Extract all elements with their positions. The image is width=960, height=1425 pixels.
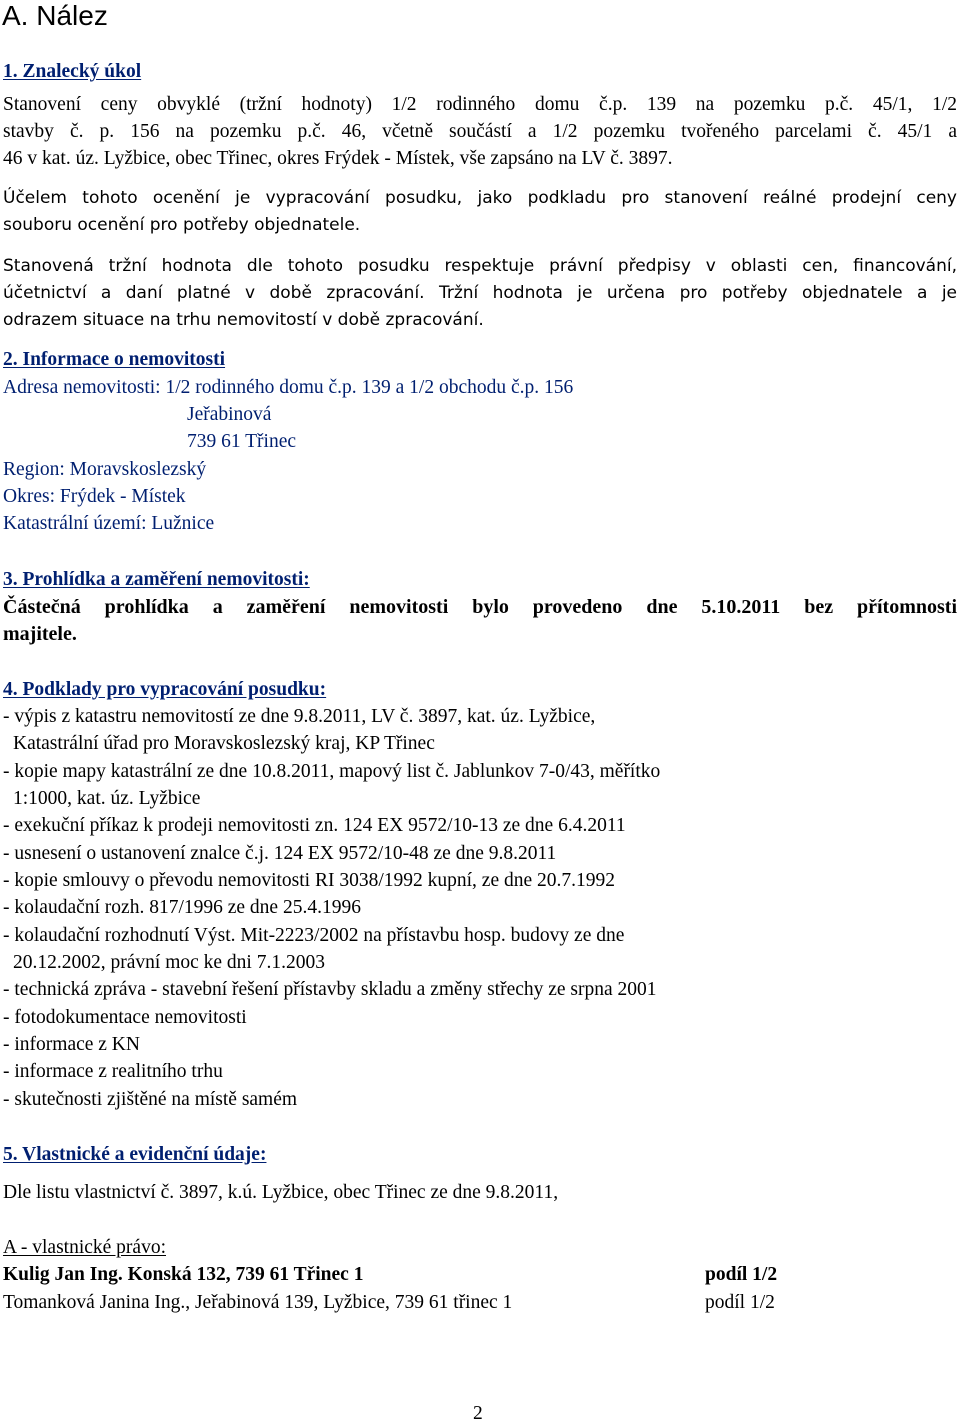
page-heading: A. Nález — [2, 0, 108, 31]
s1-paragraph-3-line-1: Stanovená tržní hodnota dle tohoto posudku respektuje právní předpisy v oblasti cen, financování, — [3, 256, 957, 276]
ownership-source: Dle listu vlastnictví č. 3897, k.ú. Lyžbice, obec Třinec ze dne 9.8.2011, — [3, 1182, 559, 1203]
section-2-title: 2. Informace o nemovitosti — [3, 349, 226, 370]
owner-2-share: podíl 1/2 — [705, 1292, 775, 1313]
doc-list-item: - kopie mapy katastrální ze dne 10.8.2011, mapový list č. Jablunkov 7-0/43, měřítko — [3, 761, 661, 782]
s1-paragraph-3-line-3: odrazem situace na trhu nemovitostí v době zpracování. — [3, 310, 484, 330]
doc-list-item: - informace z KN — [3, 1034, 140, 1055]
region: Region: Moravskoslezský — [3, 459, 207, 480]
ownership-rights-label: A - vlastnické právo: — [3, 1237, 166, 1258]
address-line: Adresa nemovitosti: 1/2 rodinného domu č.p. 139 a 1/2 obchodu č.p. 156 — [3, 377, 574, 398]
address-city: 739 61 Třinec — [187, 431, 297, 452]
s1-paragraph-1-line-1: Stanovení ceny obvyklé (tržní hodnoty) 1/2 rodinného domu č.p. 139 na pozemku p.č. 45/1, 1/2 — [3, 94, 957, 115]
cadastral-area: Katastrální území: Lužnice — [3, 513, 215, 534]
owner-1-share: podíl 1/2 — [705, 1264, 778, 1285]
inspection-line-2: majitele. — [3, 623, 77, 645]
owner-2-name: Tomanková Janina Ing., Jeřabinová 139, Lyžbice, 739 61 třinec 1 — [3, 1292, 513, 1313]
doc-list-item: 1:1000, kat. úz. Lyžbice — [13, 788, 201, 809]
doc-list-item: - usnesení o ustanovení znalce č.j. 124 EX 9572/10-48 ze dne 9.8.2011 — [3, 843, 557, 864]
s1-paragraph-1-line-2: stavby č. p. 156 na pozemku p.č. 46, včetně součástí a 1/2 pozemku tvořeného parcelami č. 45/1 a — [3, 121, 957, 142]
doc-list-item: - skutečnosti zjištěné na místě samém — [3, 1089, 298, 1110]
section-1-title: 1. Znalecký úkol — [3, 61, 142, 82]
s1-paragraph-1-line-3: 46 v kat. úz. Lyžbice, obec Třinec, okres Frýdek - Místek, vše zapsáno na LV č. 3897. — [3, 148, 673, 169]
s1-paragraph-2-line-1: Účelem tohoto ocenění je vypracování posudku, jako podkladu pro stanovení reálné prodejní ceny — [3, 188, 957, 208]
doc-list-item: - kopie smlouvy o převodu nemovitosti RI 3038/1992 kupní, ze dne 20.7.1992 — [3, 870, 616, 891]
section-5-title: 5. Vlastnické a evidenční údaje: — [3, 1144, 267, 1165]
doc-list-item: - exekuční příkaz k prodeji nemovitosti zn. 124 EX 9572/10-13 ze dne 6.4.2011 — [3, 815, 626, 836]
doc-list-item: - kolaudační rozh. 817/1996 ze dne 25.4.1996 — [3, 897, 361, 918]
doc-list-item: 20.12.2002, právní moc ke dni 7.1.2003 — [13, 952, 325, 973]
s1-paragraph-2-line-2: souboru ocenění pro potřeby objednatele. — [3, 215, 361, 235]
s1-paragraph-3-line-2: účetnictví a daní platné v době zpracování. Tržní hodnota je určena pro potřeby objednatele a je — [3, 283, 957, 303]
doc-list-item: - technická zpráva - stavební řešení přístavby skladu a změny střechy ze srpna 2001 — [3, 979, 657, 1000]
doc-list-item: - kolaudační rozhodnutí Výst. Mit-2223/2002 na přístavbu hosp. budovy ze dne — [3, 925, 625, 946]
doc-list-item: - fotodokumentace nemovitosti — [3, 1007, 247, 1028]
address-street: Jeřabinová — [187, 404, 272, 425]
inspection-line-1: Částečná prohlídka a zaměření nemovitosti bylo provedeno dne 5.10.2011 bez přítomnosti — [3, 596, 957, 618]
section-3-title: 3. Prohlídka a zaměření nemovitosti: — [3, 569, 310, 590]
owner-1-name: Kulig Jan Ing. Konská 132, 739 61 Třinec 1 — [3, 1264, 364, 1285]
doc-list-item: Katastrální úřad pro Moravskoslezský kraj, KP Třinec — [13, 733, 435, 754]
section-4-title: 4. Podklady pro vypracování posudku: — [3, 679, 327, 700]
page-number: 2 — [473, 1403, 483, 1424]
district: Okres: Frýdek - Místek — [3, 486, 186, 507]
doc-list-item: - výpis z katastru nemovitostí ze dne 9.8.2011, LV č. 3897, kat. úz. Lyžbice, — [3, 706, 596, 727]
doc-list-item: - informace z realitního trhu — [3, 1061, 223, 1082]
